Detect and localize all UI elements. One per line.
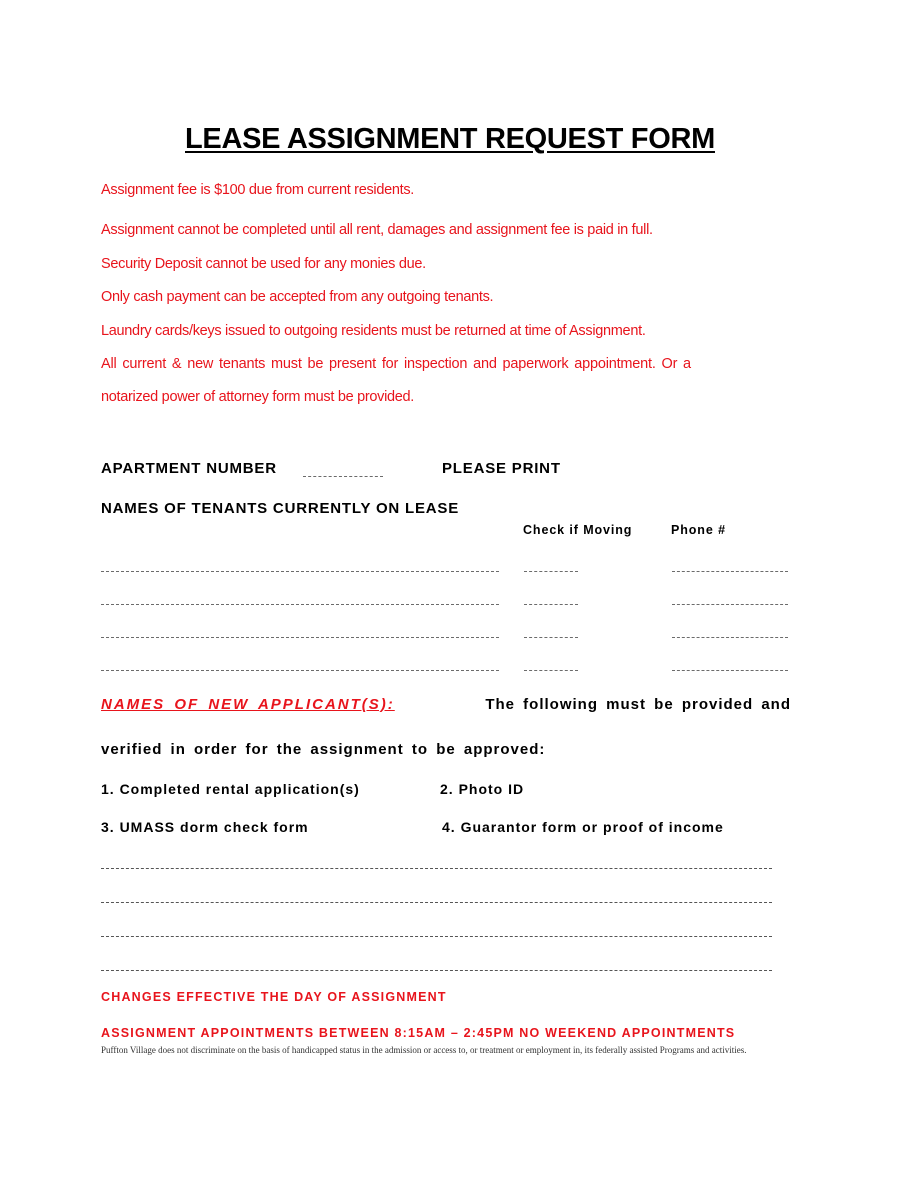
tenant-name-field-2[interactable] [101,604,499,605]
phone-field-3[interactable] [672,637,788,638]
requirement-rental-application: 1. Completed rental application(s) [101,781,360,797]
requirement-dorm-check: 3. UMASS dorm check form [101,819,309,835]
check-if-moving-header: Check if Moving [523,523,633,537]
note-power-of-attorney: notarized power of attorney form must be provided. [101,389,415,405]
requirement-photo-id: 2. Photo ID [440,781,525,797]
moving-check-field-3[interactable] [524,637,578,638]
apartment-number-field[interactable] [303,476,383,477]
moving-check-field-4[interactable] [524,670,578,671]
apartment-number-label: APARTMENT NUMBER [101,460,277,477]
new-applicant-field-3[interactable] [101,936,772,937]
new-applicant-field-1[interactable] [101,868,772,869]
phone-field-2[interactable] [672,604,788,605]
new-applicants-heading: NAMES OF NEW APPLICANT(S): [101,696,395,713]
new-applicant-field-4[interactable] [101,970,772,971]
moving-check-field-1[interactable] [524,571,578,572]
new-applicants-text-line1: The following must be provided and [485,696,791,713]
note-laundry-keys: Laundry cards/keys issued to outgoing residents must be returned at time of Assignment. [101,323,646,339]
changes-effective-notice: CHANGES EFFECTIVE THE DAY OF ASSIGNMENT [101,990,447,1004]
new-applicants-paragraph [101,696,791,713]
new-applicants-text-line2: verified in order for the assignment to be approved: [101,741,546,758]
note-payment-in-full: Assignment cannot be completed until all rent, damages and assignment fee is paid in full. [101,222,653,238]
nondiscrimination-disclaimer: Puffton Village does not discriminate on the basis of handicapped status in the admission or access to, or treatment or employment in, its federally assisted Programs and activities. [101,1045,747,1055]
tenant-name-field-4[interactable] [101,670,499,671]
phone-field-1[interactable] [672,571,788,572]
phone-header: Phone # [671,523,726,537]
note-tenants-present: All current & new tenants must be present for inspection and paperwork appointment. Or a [101,356,691,372]
tenant-name-field-3[interactable] [101,637,499,638]
note-assignment-fee: Assignment fee is $100 due from current residents. [101,182,415,198]
note-security-deposit: Security Deposit cannot be used for any monies due. [101,256,426,272]
moving-check-field-2[interactable] [524,604,578,605]
form-title: LEASE ASSIGNMENT REQUEST FORM [185,123,715,155]
tenant-name-field-1[interactable] [101,571,499,572]
requirement-guarantor: 4. Guarantor form or proof of income [442,819,724,835]
phone-field-4[interactable] [672,670,788,671]
note-cash-payment: Only cash payment can be accepted from any outgoing tenants. [101,289,494,305]
please-print-label: PLEASE PRINT [442,460,561,477]
current-tenants-label: NAMES OF TENANTS CURRENTLY ON LEASE [101,500,460,517]
appointments-notice: ASSIGNMENT APPOINTMENTS BETWEEN 8:15AM – 2:45PM NO WEEKEND APPOINTMENTS [101,1026,736,1040]
new-applicant-field-2[interactable] [101,902,772,903]
